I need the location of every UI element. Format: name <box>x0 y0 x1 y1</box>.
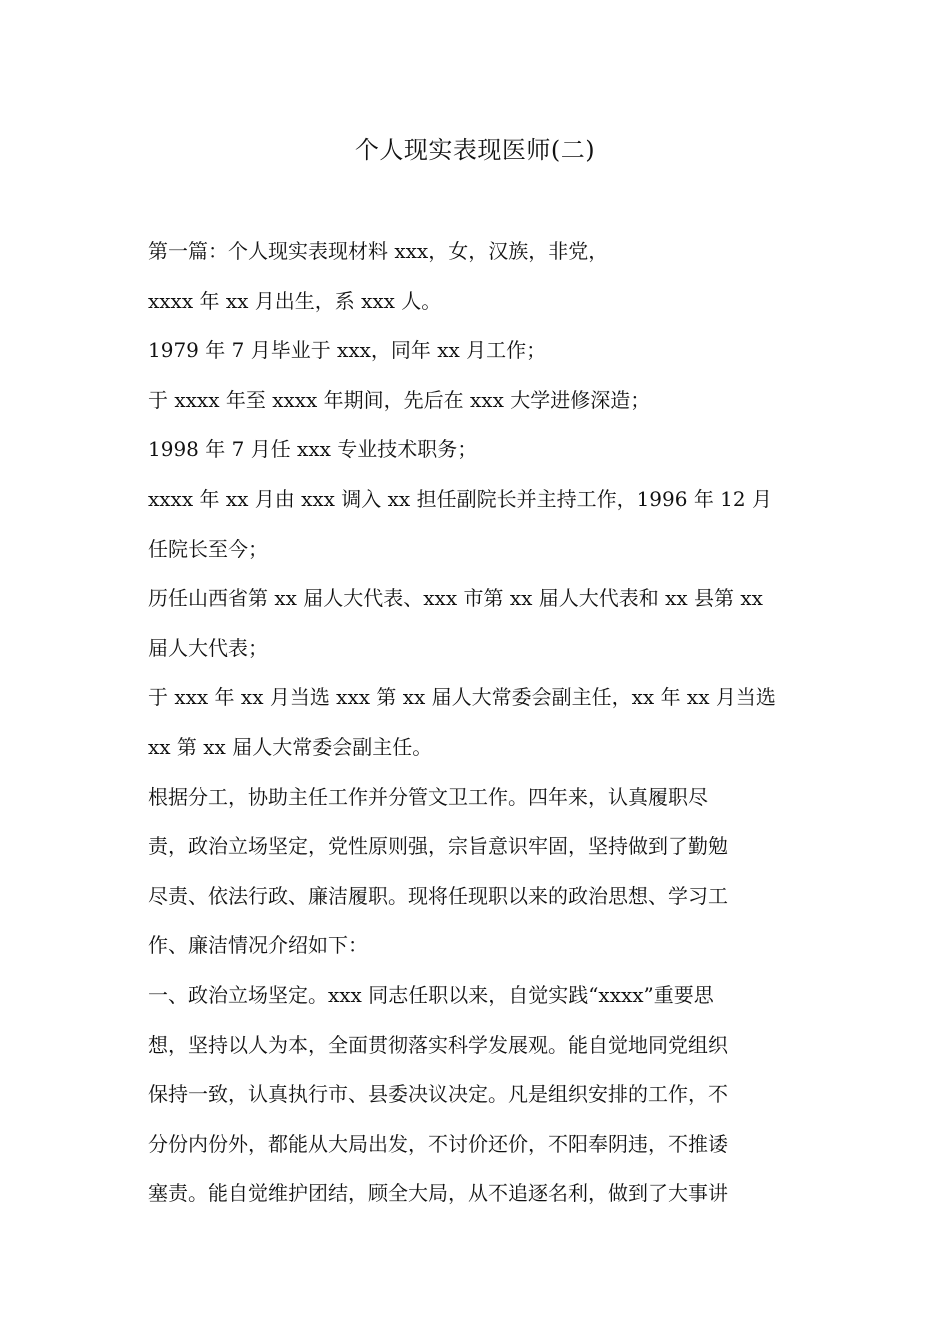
body-line: 历任山西省第 xx 届人大代表、xxx 市第 xx 届人大代表和 xx 县第 xx <box>148 586 763 611</box>
body-line: xxxx 年 xx 月出生，系 xxx 人。 <box>148 288 442 313</box>
body-line: 塞责。能自觉维护团结，顾全大局，从不追逐名利，做到了大事讲 <box>148 1181 728 1206</box>
body-line: xxxx 年 xx 月由 xxx 调入 xx 担任副院长并主持工作，1996 年 12 月 <box>148 486 772 511</box>
body-line: 一、政治立场坚定。xxx 同志任职以来，自觉实践“xxxx”重要思 <box>148 982 714 1007</box>
body-line: 于 xxxx 年至 xxxx 年期间，先后在 xxx 大学进修深造； <box>148 387 651 412</box>
document-body <box>148 227 808 1219</box>
body-line: 分份内份外，都能从大局出发，不讨价还价，不阳奉阴违，不推诿 <box>148 1131 728 1156</box>
body-line: 作、廉洁情况介绍如下： <box>148 933 368 958</box>
body-line: 1979 年 7 月毕业于 xxx，同年 xx 月工作； <box>148 338 547 363</box>
body-line: 于 xxx 年 xx 月当选 xxx 第 xx 届人大常委会副主任，xx 年 xx 月当选 <box>148 685 776 710</box>
body-line: 想，坚持以人为本，全面贯彻落实科学发展观。能自觉地同党组织 <box>148 1032 728 1057</box>
body-line: 1998 年 7 月任 xxx 专业技术职务； <box>148 437 478 462</box>
body-line: 第一篇：个人现实表现材料 xxx，女，汉族，非党， <box>148 239 609 263</box>
body-line: 保持一致，认真执行市、县委决议决定。凡是组织安排的工作，不 <box>148 1082 728 1107</box>
body-line: 根据分工，协助主任工作并分管文卫工作。四年来，认真履职尽 <box>148 784 708 809</box>
body-line: 责，政治立场坚定，党性原则强，宗旨意识牢固，坚持做到了勤勉 <box>148 834 728 859</box>
body-line: xx 第 xx 届人大常委会副主任。 <box>148 734 433 759</box>
body-line: 届人大代表； <box>148 635 268 660</box>
body-line: 任院长至今； <box>148 536 268 561</box>
body-line: 尽责、依法行政、廉洁履职。现将任现职以来的政治思想、学习工 <box>148 883 728 908</box>
document-title: 个人现实表现医师(二) <box>354 136 596 164</box>
